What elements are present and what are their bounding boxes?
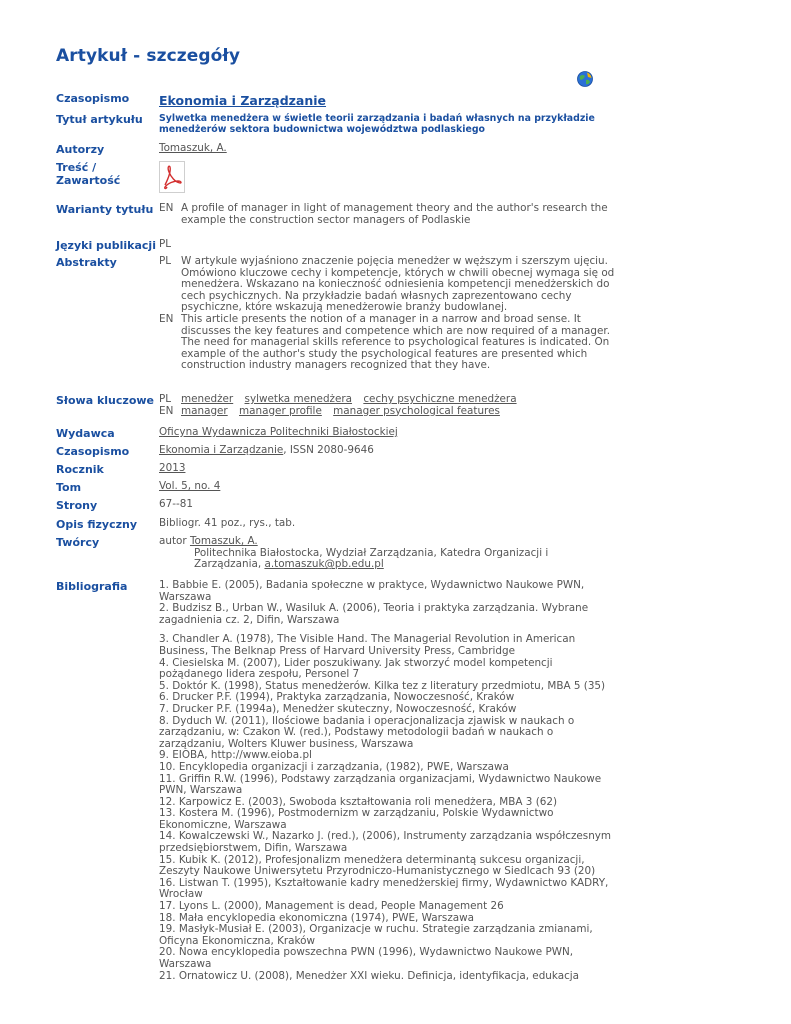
- label-languages: Języki publikacji: [56, 239, 156, 252]
- row-volume: [56, 481, 616, 499]
- row-content: [56, 161, 616, 203]
- row-journal-issn: [56, 445, 616, 463]
- label-year: Rocznik: [56, 463, 104, 476]
- abstract-text: This article presents the notion of a manager in a narrow and broad sense. It discusses the key features and competence which are now required of a manager. The need for managerial skills reference to psychological features is indicated. On example of the author's study the psychological features are presented which construction industry managers recognized that they have.: [181, 312, 610, 372]
- row-physical: [56, 518, 616, 536]
- bib-item: 2. Budzisz B., Urban W., Wasiluk A. (2006), Teoria i praktyka zarządzania. Wybrane zagadnienia cz. 2, Difin, Warszawa: [159, 602, 589, 626]
- label-bibliography: Bibliografia: [56, 580, 128, 593]
- keyword-link[interactable]: cechy psychiczne menedżera: [363, 393, 517, 405]
- publisher-link[interactable]: Oficyna Wydawnicza Politechniki Białostockiej: [159, 426, 398, 438]
- lang-code: EN: [159, 404, 174, 417]
- pages-value: 67--81: [159, 498, 193, 510]
- bib-item: 12. Karpowicz E. (2003), Swoboda kształtowania roli menedżera, MBA 3 (62): [159, 795, 558, 808]
- bib-item: 17. Lyons L. (2000), Management is dead, People Management 26: [159, 900, 504, 913]
- label-title: Tytuł artykułu: [56, 113, 143, 126]
- bib-item: 3. Chandler A. (1978), The Visible Hand. The Managerial Revolution in American Business, The Belknap Press of Harvard University Press, Cambridge: [159, 633, 576, 657]
- row-keywords: [56, 394, 616, 427]
- row-journal: [56, 92, 616, 113]
- issn: , ISSN 2080-9646: [283, 444, 374, 456]
- bib-item: 9. EIOBA, http://www.eioba.pl: [159, 749, 312, 762]
- journal-link[interactable]: Ekonomia i Zarządzanie: [159, 93, 327, 108]
- bib-item: 21. Ornatowicz U. (2008), Menedżer XXI wieku. Definicja, identyfikacja, edukacja: [159, 969, 580, 982]
- keyword-link[interactable]: manager: [181, 404, 228, 417]
- bib-item: 10. Encyklopedia organizacji i zarządzania, (1982), PWE, Warszawa: [159, 760, 509, 773]
- row-year: [56, 463, 616, 481]
- creator-affiliation: Politechnika Białostocka, Wydział Zarządzania, Katedra Organizacji i Zarządzania,: [194, 546, 549, 571]
- label-volume: Tom: [56, 481, 82, 494]
- physical-value: Bibliogr. 41 poz., rys., tab.: [159, 517, 296, 529]
- keyword-link[interactable]: menedżer: [181, 393, 234, 405]
- bib-item: 6. Drucker P.F. (1994), Praktyka zarządzania, Nowoczesność, Kraków: [159, 691, 515, 704]
- bib-item: 14. Kowalczewski W., Nazarko J. (red.), (2006), Instrumenty zarządzania współczesnym przedsiębiorstwem, Difin, Warszawa: [159, 830, 612, 855]
- label-abstracts: Abstrakty: [56, 256, 117, 269]
- row-publisher: [56, 427, 616, 445]
- bib-item: 15. Kubik K. (2012), Profesjonalizm menedżera determinantą sukcesu organizacji, Zeszyty Naukowe Uniwersytetu Przyrodniczo-Humanistycznego w Siedlcach 93 (20): [159, 853, 596, 878]
- row-title: [56, 113, 616, 143]
- label-physical: Opis fizyczny: [56, 518, 138, 531]
- keyword-link[interactable]: sylwetka menedżera: [244, 393, 353, 405]
- lang-code: EN: [159, 202, 174, 214]
- bib-item: 4. Ciesielska M. (2007), Lider poszukiwany. Jak stworzyć model kompetencji pożądanego lidera zespołu, Personel 7: [159, 656, 553, 681]
- languages-value: PL: [159, 238, 172, 250]
- lang-code: EN: [159, 312, 174, 325]
- bib-item: 19. Masłyk-Musiał E. (2003), Organizacje w ruchu. Strategie zarządzania zmianami, Oficyna Ekonomiczna, Kraków: [159, 923, 593, 947]
- keyword-link[interactable]: manager psychological features: [333, 404, 500, 417]
- article-title: Sylwetka menedżera w świetle teorii zarządzania i badań własnych na przykładzie menedżerów sektora budownictwa województwa podlaskiego: [159, 113, 595, 135]
- row-languages: [56, 239, 616, 256]
- bib-item: 8. Dyduch W. (2011), Ilościowe badania i operacjonalizacja zjawisk w naukach o zarządzaniu, w: Czakon W. (red.), Podstawy metodologii badań w naukach o zarządzaniu, Wolters Kluwer business, Warszawa: [159, 714, 575, 750]
- bib-item: 1. Babbie E. (2005), Badania społeczne w praktyce, Wydawnictwo Naukowe PWN, Warszawa: [159, 579, 585, 603]
- page-title: Artykuł - szczegóły: [56, 46, 241, 66]
- journal-link[interactable]: Ekonomia i Zarządzanie: [159, 444, 284, 456]
- bibliography-list: [159, 580, 616, 982]
- bib-item: 20. Nowa encyklopedia powszechna PWN (1996), Wydawnictwo Naukowe PWN, Warszawa: [159, 946, 574, 970]
- label-keywords: Słowa kluczowe: [56, 394, 154, 407]
- bib-item: 13. Kostera M. (1996), Postmodernizm w zarządzaniu, Polskie Wydawnictwo Ekonomiczne, Warszawa: [159, 807, 554, 831]
- author-link[interactable]: Tomaszuk, A.: [159, 142, 227, 154]
- label-pages: Strony: [56, 499, 98, 512]
- label-title-variants: Warianty tytułu: [56, 203, 154, 216]
- globe-icon[interactable]: [577, 71, 593, 87]
- bib-item: 18. Mała encyklopedia ekonomiczna (1974), PWE, Warszawa: [159, 911, 475, 924]
- year-link[interactable]: 2013: [159, 462, 186, 474]
- pdf-icon[interactable]: [159, 161, 185, 193]
- volume-link[interactable]: Vol. 5, no. 4: [159, 480, 221, 492]
- abstract-text: W artykule wyjaśniono znaczenie pojęcia menedżer w węższym i szerszym ujęciu. Omówiono kluczowe cechy i kompetencje, których w chwili obecnej wymaga się od menedżera. Wskazano na konieczność odniesienia kompetencji menedżerskich do cech psychicznych. Na przykładzie badań własnych zaprezentowano cechy psychiczne, które wskazują menedżerowie branży budowlanej.: [181, 255, 615, 314]
- label-content: Treść / Zawartość: [56, 161, 121, 187]
- keyword-link[interactable]: manager profile: [239, 404, 322, 417]
- row-creators: [56, 536, 616, 580]
- bib-item: 16. Listwan T. (1995), Kształtowanie kadry menedżerskiej firmy, Wydawnictwo KADRY, Wrocław: [159, 876, 609, 901]
- row-title-variants: [56, 203, 616, 239]
- label-publisher: Wydawca: [56, 427, 115, 440]
- label-journal: Czasopismo: [56, 445, 130, 458]
- abstract-pl: [159, 256, 616, 314]
- creator-role: autor: [159, 535, 187, 547]
- label-creators: Twórcy: [56, 536, 100, 549]
- row-pages: [56, 499, 616, 518]
- lang-code: PL: [159, 393, 172, 405]
- creator-email-link[interactable]: a.tomaszuk@pb.edu.pl: [264, 558, 384, 571]
- title-variant: A profile of manager in light of management theory and the author's research the example the construction sector managers of Podlaskie: [181, 202, 608, 226]
- lang-code: PL: [159, 255, 172, 267]
- details-table: [56, 92, 616, 982]
- creator-link[interactable]: Tomaszuk, A.: [189, 535, 258, 547]
- label-authors: Autorzy: [56, 143, 105, 156]
- bib-item: 7. Drucker P.F. (1994a), Menedżer skuteczny, Nowoczesność, Kraków: [159, 702, 517, 715]
- bib-item: 5. Doktór K. (1998), Status menedżerów. Kilka tez z literatury przedmiotu, MBA 5 (35): [159, 679, 606, 692]
- abstract-en: [159, 314, 616, 372]
- bib-item: 11. Griffin R.W. (1996), Podstawy zarządzania organizacjami, Wydawnictwo Naukowe PWN, Warszawa: [159, 772, 602, 797]
- label-journal: Czasopismo: [56, 92, 130, 105]
- row-abstracts: [56, 256, 616, 394]
- row-bibliography: [56, 580, 616, 982]
- row-authors: [56, 143, 616, 161]
